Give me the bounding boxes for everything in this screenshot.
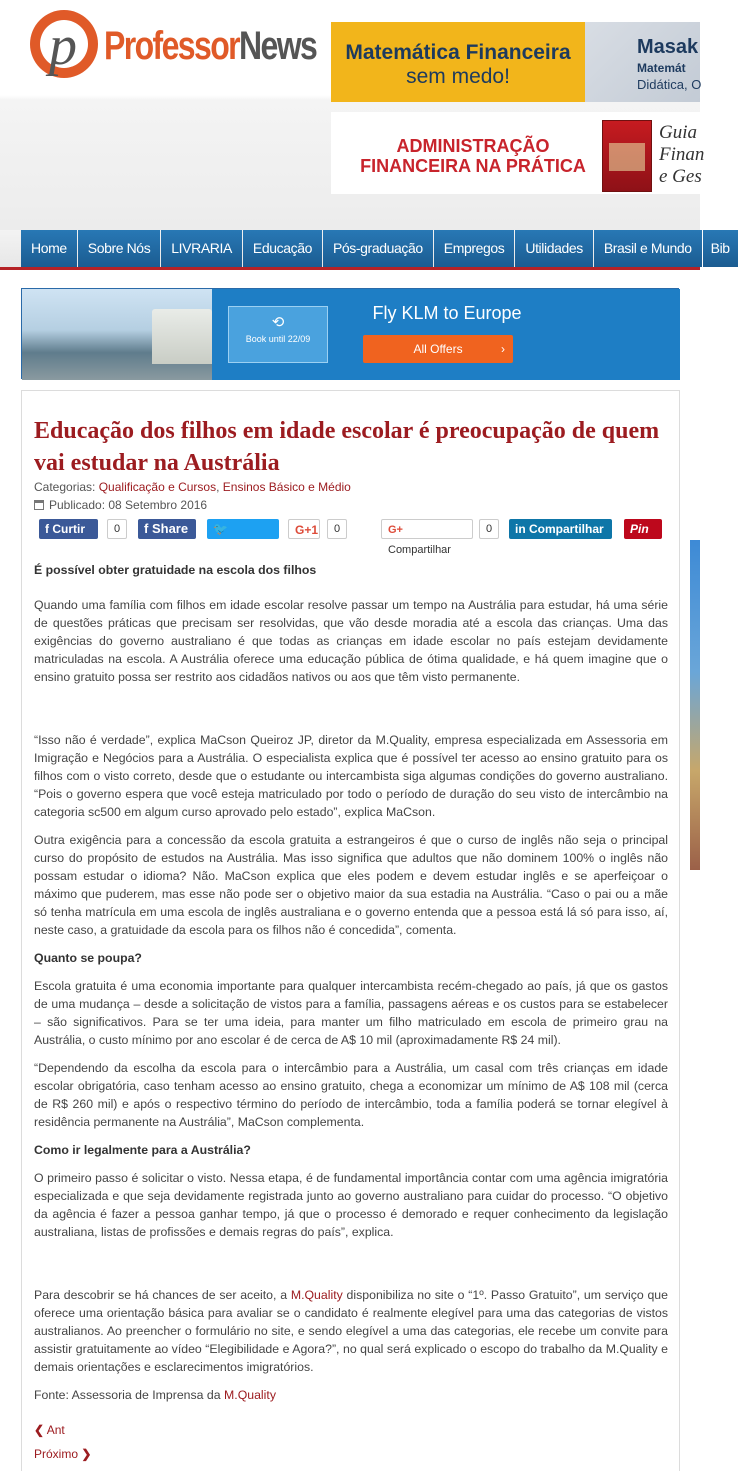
article-subheading: Como ir legalmente para a Austrália? (34, 1143, 251, 1157)
nav-item-biblioteca[interactable]: Bib (703, 230, 738, 267)
article-paragraph: Outra exigência para a concessão da escola gratuita a estrangeiros é que o curso de inglês não seja o principal curso do propósito de estudos na Austrália. Mas isso significa que adultos que não dominem 100% o inglês não possam estudar o idioma? Não. MaCson explica que eles podem e devem estudar inglês e se aperfeiçoar o máximo que puderem, mas esse não pode ser o objetivo maior da sua estadia na Austrália. “Caso o pai ou a mãe só tenha matrícula em uma escola de inglês australiana e o governo entenda que a pessoa está lá só para isso, aí, neste caso, a gratuidade da escola para os filhos não é concedida”, comenta. (34, 833, 668, 937)
all-offers-label: All Offers (413, 342, 463, 356)
article-paragraph: O primeiro passo é solicitar o visto. Nessa etapa, é de fundamental importância contar com uma agência imigratória especializada e que seja devidamente registrada junto ao governo australiano para cuidar do processo. “O objetivo da agência é fazer a pessoa ganhar tempo, já que o processo é demorado e requer conhecimento da legislação australiana, listas de profissões e demais regras do país”, explica. (34, 1171, 668, 1239)
ad1-right-title: Masak (637, 36, 699, 58)
nav-item-livraria[interactable]: LIVRARIA (161, 230, 242, 267)
published-text: Publicado: 08 Setembro 2016 (49, 498, 208, 512)
facebook-icon: f (45, 522, 49, 536)
book-until-box (228, 306, 328, 363)
book-cover-image (602, 120, 652, 192)
svg-text:p: p (49, 15, 77, 77)
twitter-icon: 🐦 (213, 522, 228, 536)
main-nav (0, 230, 730, 270)
clock-icon: ⟲ (271, 314, 285, 331)
nav-item-sobre-nos[interactable]: Sobre Nós (78, 230, 161, 267)
ad2-title: ADMINISTRAÇÃO FINANCEIRA NA PRÁTICA (360, 136, 586, 176)
article-subheading: É possível obter gratuidade na escola dos filhos (34, 563, 317, 577)
article-title: Educação dos filhos em idade escolar é preocupação de quem vai estudar na Austrália (34, 418, 660, 476)
all-offers-button[interactable] (363, 335, 513, 363)
source-mquality-link[interactable]: M.Quality (224, 1388, 276, 1402)
article (21, 390, 680, 1471)
klm-ad-banner[interactable] (21, 288, 679, 379)
article-paragraph: Para descobrir se há chances de ser aceito, a M.Quality disponibiliza no site o “1º. Passo Gratuito”, um serviço que oferece uma orientação básica para avaliar se o candidato é realmente elegível para uma das categorias de vistos australianos. Ao preencher o formulário no site, e sendo elegível a uma das categorias, ele recebe um convite para assistir gratuitamente ao vídeo “Elegibilidade e Agora?”, no qual será explicado o escopo do trabalho da M.Quality e demais orientações e esclarecimentos imigratórios. (34, 1288, 668, 1374)
category-link-ensinos[interactable]: Ensinos Básico e Médio (222, 480, 351, 494)
calendar-icon (34, 500, 44, 510)
share-bar (39, 519, 679, 556)
twitter-tweet-button[interactable]: 🐦 Tweetar (207, 519, 279, 539)
mquality-link[interactable]: M.Quality (290, 1288, 343, 1302)
nav-item-educacao[interactable]: Educação (243, 230, 322, 267)
linkedin-icon: in (515, 522, 526, 536)
article-paragraph: “Dependendo da escolha da escola para o intercâmbio para a Austrália, um casal com três crianças em idade escolar obrigatória, caso tenham acesso ao ensino gratuito, chega a economizar um mínimo de A$ 108 mil (cerca de R$ 260 mil) e após o respectivo término do período de intercâmbio, toda a família poderá se tornar elegível à residência permanente na Austrália”, MaCson complementa. (34, 1061, 668, 1129)
ad-administracao-financeira[interactable] (331, 112, 705, 194)
facebook-like-count: 0 (107, 519, 127, 539)
article-paragraph: Quando uma família com filhos em idade escolar resolve passar um tempo na Austrália para estudar, há uma série de questões práticas que precisam ser resolvidas, que vão desde moradia até a escola das crianças. Uma das exigências do governo australiano é que todas as crianças em idade escolar no país estejam devidamente matriculadas na escola. A Austrália oferece uma educação pública de ótima qualidade, e há quem imagine que o ensino gratuito possa ser restrito aos cidadãos nativos ou aos que têm visto permanente. (34, 598, 668, 684)
article-paragraph: Escola gratuita é uma economia importante para qualquer intercambista recém-chegado ao país, já que os gastos de uma mudança – desde a solicitação de vistos para a família, passagens aéreas e os custos para se estabelecer – são significativos. Para se ter uma ideia, para manter um filho matriculado em escola de primeiro grau na Austrália, o custo mínimo por ano escolar é de cerca de A$ 10 mil (aproximadamente R$ 24 mil). (34, 979, 668, 1047)
article-body (34, 561, 668, 1404)
nav-item-brasil-e-mundo[interactable]: Brasil e Mundo (594, 230, 702, 267)
logo-text: ProfessorNews (104, 24, 317, 68)
nav-item-home[interactable]: Home (21, 230, 77, 267)
category-link-qualificacao[interactable]: Qualificação e Cursos (98, 480, 217, 494)
nav-item-empregos[interactable]: Empregos (434, 230, 515, 267)
chevron-right-icon: ❯ (81, 1447, 92, 1461)
ad1-left (331, 22, 585, 102)
nav-item-utilidades[interactable]: Utilidades (515, 230, 592, 267)
next-article-link[interactable]: Próximo ❯ (34, 1447, 92, 1461)
ad2-side-text: Guia Finan e Ges (659, 122, 705, 187)
facebook-like-button[interactable]: f Curtir (39, 519, 98, 539)
pinterest-button[interactable]: Pin it (624, 519, 662, 539)
facebook-icon: f (144, 521, 149, 536)
article-source: Fonte: Assessoria de Imprensa da M.Quality (34, 1388, 276, 1402)
ad-matematica-financeira[interactable] (331, 22, 700, 102)
published-date (34, 498, 207, 512)
logo-p-icon (24, 6, 102, 92)
gplus-icon: G+ (388, 524, 403, 536)
linkedin-share-button[interactable]: in Compartilhar (509, 519, 612, 539)
prev-article-link[interactable]: ❮ Ant (34, 1423, 65, 1437)
gplus-button[interactable]: G+1 (288, 519, 320, 539)
nav-item-pos-graduacao[interactable]: Pós-graduação (323, 230, 433, 267)
facebook-share-button[interactable]: f Share (138, 519, 196, 539)
site-header (0, 0, 705, 230)
article-paragraph: “Isso não é verdade”, explica MaCson Queiroz JP, diretor da M.Quality, empresa especializada em Assessoria em Imigração e Negócios para a Austrália. O especialista explica que é possível ter acesso ao ensino gratuito para os filhos com o visto correto, desde que o estudante ou intercambista siga algumas condições do governo australiano. “Pois o governo espera que você esteja matriculado por todo o período de duração do seu visto de intercâmbio na categoria sc500 em algum curso aprovado pelo estado”, explica MaCson. (34, 733, 668, 819)
ad1-title: Matemática Financeira (345, 41, 571, 64)
google-share-count: 0 (479, 519, 499, 539)
book-until-label: Book until 22/09 (245, 334, 311, 344)
banner-headline: Fly KLM to Europe (372, 303, 522, 323)
gplus-count: 0 (327, 519, 347, 539)
article-subheading: Quanto se poupa? (34, 951, 142, 965)
site-logo[interactable] (24, 6, 324, 96)
categories-label: Categorias: (34, 480, 96, 494)
article-categories: Categorias: Qualificação e Cursos, Ensinos Básico e Médio (34, 480, 351, 494)
ad1-right-line1: Matemát (637, 61, 686, 75)
ad1-right-line2: Didática, O (637, 77, 702, 92)
chevron-left-icon: ❮ (34, 1423, 45, 1437)
chevron-right-icon: › (501, 342, 505, 356)
ad1-subtitle: sem medo! (406, 65, 510, 88)
right-side-ad[interactable] (690, 540, 700, 870)
banner-scene-image (22, 289, 232, 380)
nav-list (21, 230, 739, 267)
google-share-button[interactable]: G+ Compartilhar (381, 519, 473, 539)
ad1-right (585, 22, 700, 102)
